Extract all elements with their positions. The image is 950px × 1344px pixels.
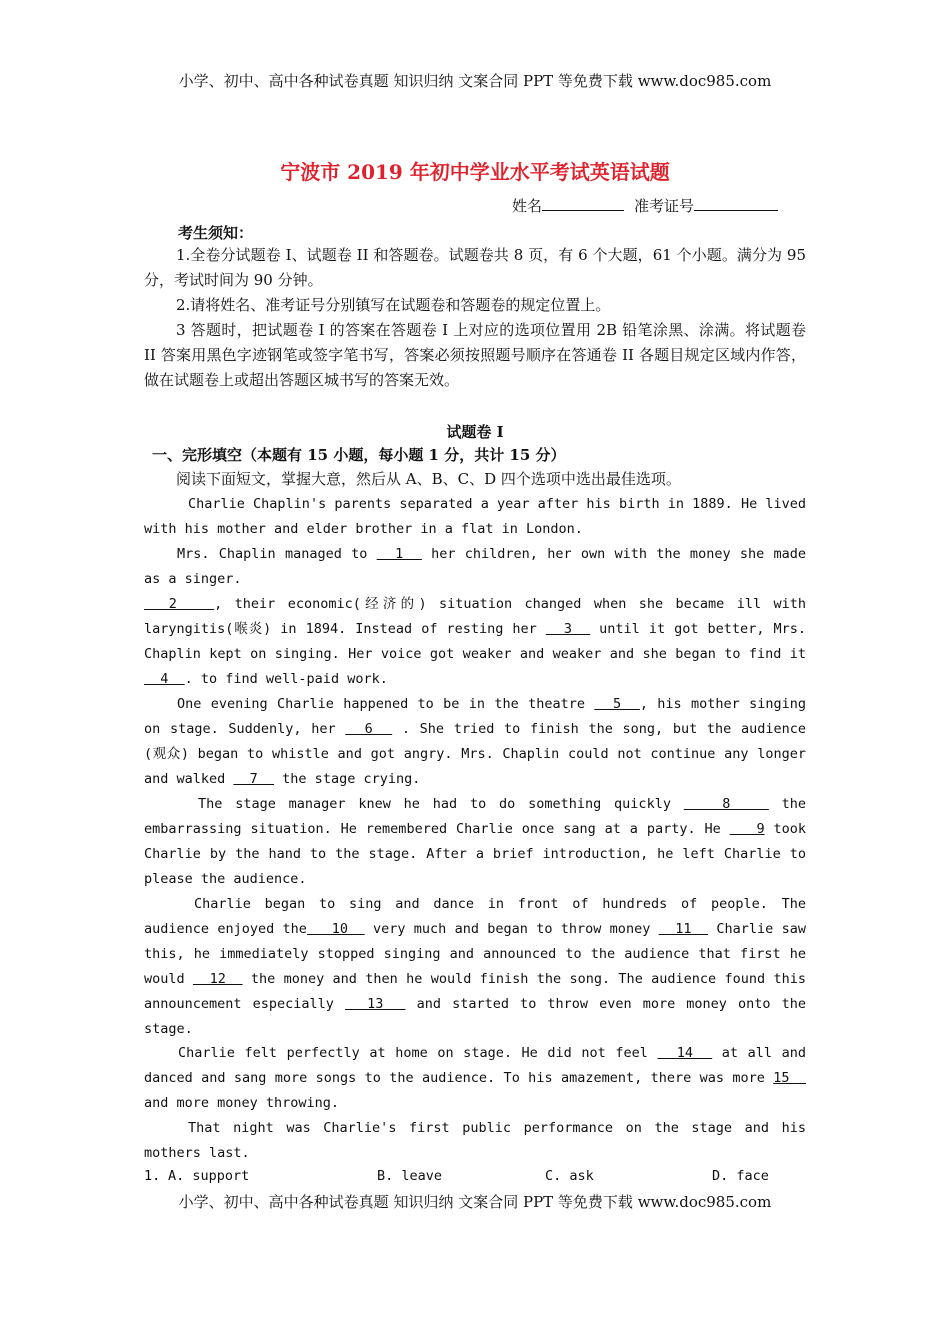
passage-paragraph-1: [144, 492, 806, 542]
passage-paragraph-7: [144, 1041, 806, 1116]
passage-text: Charlie saw this, he immediately stopped singing and announced to the audience that first he would: [144, 921, 806, 987]
page-footer: 小学、初中、高中各种试卷真题 知识归纳 文案合同 PPT 等免费下载 www.doc985.com: [178, 1193, 772, 1211]
question-1-option-b[interactable]: B. leave: [377, 1168, 443, 1184]
notice-item-3: 3 答题时，把试题卷 I 的答案在答题卷 I 上对应的选项位置用 2B 铅笔涂黑、涂满。将试题卷 II 答案用黑色字迹钢笔或签字笔书写，答案必须按照题号顺序在答通卷 II 各题目规定区域内作答，做在试题卷上或超出答题区城书写的答案无效。: [144, 321, 806, 389]
passage-text: That night was Charlie's first public performance on the stage and his mothers last.: [144, 1120, 806, 1161]
question-1-option-a[interactable]: A. support: [168, 1168, 250, 1184]
passage-text: until it got better, Mrs. Chaplin kept on singing. Her voice got weaker and weaker and she began to find it: [144, 621, 806, 662]
passage-paragraph-2: [144, 542, 806, 592]
id-blank[interactable]: [694, 196, 778, 211]
passage-text: took Charlie by the hand to the stage. After a brief introduction, he left Charlie to please the audience.: [144, 821, 807, 887]
passage-paragraph-8: [144, 1116, 806, 1166]
blank-13[interactable]: 13: [344, 996, 406, 1012]
passage-text: One evening Charlie happened to be in the theatre: [177, 696, 595, 712]
notice-title: 考生须知：: [178, 224, 254, 242]
passage-paragraph-5: [144, 792, 806, 892]
passage-text: , his mother singing on stage. Suddenly, her: [144, 696, 807, 737]
passage-text: and started to throw even more money onto the stage.: [144, 996, 806, 1037]
blank-6[interactable]: 6: [345, 721, 393, 737]
section-title: 一、完形填空（本题有 15 小题，每小题 1 分，共计 15 分）: [152, 446, 566, 464]
passage-text: at all and danced and sang more songs to the audience. To his amazement, there was more: [144, 1045, 806, 1086]
passage-paragraph-3: [144, 592, 806, 692]
passage-text: her children, her own with the money she made as a singer.: [144, 546, 807, 587]
blank-12[interactable]: 12: [192, 971, 243, 987]
passage-text: Mrs. Chaplin managed to: [177, 546, 377, 562]
blank-14[interactable]: 14: [657, 1045, 713, 1061]
passage-text: very much and began to throw money: [364, 921, 659, 937]
name-id-line: [512, 195, 778, 216]
blank-5[interactable]: 5: [594, 696, 640, 712]
question-1-option-c[interactable]: C. ask: [545, 1168, 594, 1184]
page-header: 小学、初中、高中各种试卷真题 知识归纳 文案合同 PPT 等免费下载 www.doc985.com: [178, 72, 772, 90]
blank-10[interactable]: 10: [306, 921, 365, 937]
passage-paragraph-4: [144, 692, 806, 792]
blank-2[interactable]: 2: [144, 596, 215, 612]
question-1-option-d[interactable]: D. face: [712, 1168, 769, 1184]
passage-text: and more money throwing.: [144, 1095, 340, 1111]
passage-text: Charlie began to sing and dance in front of hundreds of people. The audience enjoyed the: [144, 896, 806, 937]
id-label: 准考证号: [634, 197, 695, 215]
blank-7[interactable]: 7: [233, 771, 275, 787]
blank-11[interactable]: 11: [658, 921, 709, 937]
passage-text: . to find well-paid work.: [184, 671, 388, 687]
passage-text: . She tried to finish the song, but the audience (观众) began to whistle and got angry. Mrs. Chaplin could not continue any longer and walked: [144, 721, 806, 787]
blank-3[interactable]: 3: [545, 621, 591, 637]
section-instruction: 阅读下面短文，掌握大意，然后从 A、B、C、D 四个选项中选出最佳选项。: [176, 470, 681, 488]
passage-text: Charlie felt perfectly at home on stage. He did not feel: [178, 1045, 658, 1061]
exam-title: 宁波市 2019 年初中学业水平考试英语试题: [280, 160, 670, 184]
blank-8[interactable]: 8: [683, 796, 769, 812]
passage-text: the money and then he would finish the song. The audience found this announcement especially: [144, 971, 806, 1012]
blank-9[interactable]: 9: [729, 821, 765, 837]
passage-paragraph-6: [144, 892, 806, 1042]
blank-4[interactable]: 4: [144, 671, 185, 687]
notice-item-1: 1.全卷分试题卷 I、试题卷 II 和答题卷。试题卷共 8 页，有 6 个大题，61 个小题。满分为 95 分，考试时间为 90 分钟。: [144, 246, 806, 289]
blank-1[interactable]: 1: [376, 546, 422, 562]
passage-text: Charlie Chaplin's parents separated a year after his birth in 1889. He lived with his mother and elder brother in a flat in London.: [144, 496, 806, 537]
passage-text: The stage manager knew he had to do something quickly: [198, 796, 684, 812]
passage-text: the stage crying.: [274, 771, 421, 787]
passage-text: , their economic(经济的) situation changed when she became ill with laryngitis(喉炎) in 1894. Instead of resting her: [144, 596, 806, 637]
question-1-number: 1.: [144, 1168, 161, 1184]
passage-text: the embarrassing situation. He remembered Charlie once sang at a party. He: [144, 796, 806, 837]
name-label: 姓名: [512, 197, 543, 215]
blank-15[interactable]: 15: [773, 1070, 806, 1086]
name-blank[interactable]: [542, 196, 624, 211]
paper-title: 试题卷 I: [446, 423, 504, 441]
notice-item-2: 2.请将姓名、准考证号分别镇写在试题卷和答题卷的规定位置上。: [176, 296, 611, 314]
